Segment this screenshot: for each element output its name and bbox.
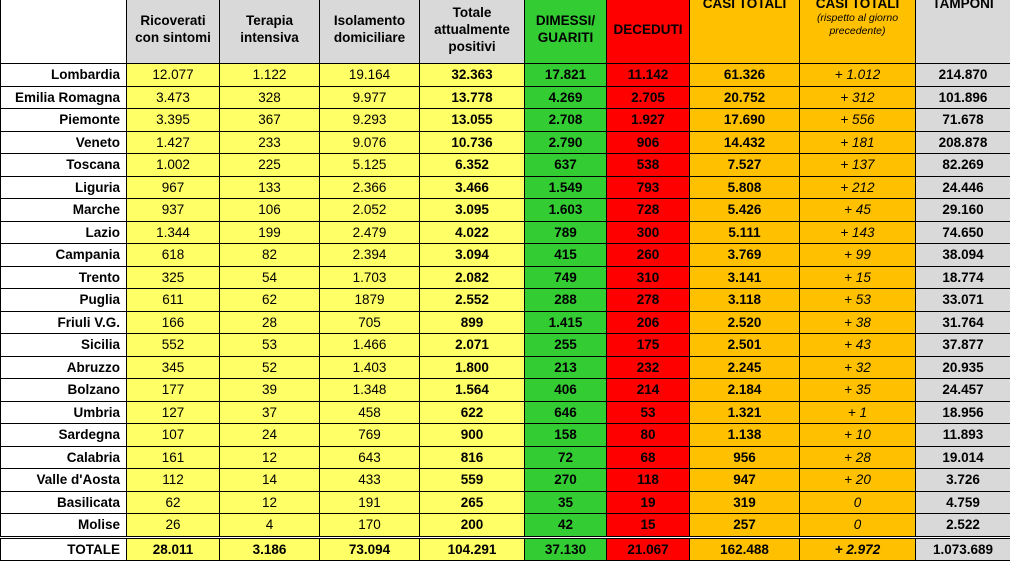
cell-dimessi: 255 xyxy=(525,334,607,357)
cell-isolamento: 9.076 xyxy=(320,131,420,154)
cell-ricoverati: 1.344 xyxy=(127,221,220,244)
cell-casi-delta: + 312 xyxy=(800,86,916,109)
region-name: Marche xyxy=(1,199,127,222)
header-dimessi: DIMESSI/ GUARITI xyxy=(525,0,607,64)
cell-casi-delta: + 181 xyxy=(800,131,916,154)
cell-totale-positivi: 3.094 xyxy=(420,244,525,267)
cell-casi-totali: 2.501 xyxy=(690,334,800,357)
cell-terapia: 53 xyxy=(220,334,320,357)
table-row xyxy=(1,221,1010,244)
cell-deceduti: 906 xyxy=(607,131,690,154)
cell-ricoverati: 3.473 xyxy=(127,86,220,109)
total-delta: + 2.972 xyxy=(800,537,916,561)
region-name: Lombardia xyxy=(1,64,127,87)
header-row xyxy=(1,0,1010,64)
cell-deceduti: 793 xyxy=(607,176,690,199)
cell-terapia: 24 xyxy=(220,424,320,447)
cell-terapia: 52 xyxy=(220,356,320,379)
cell-ricoverati: 166 xyxy=(127,311,220,334)
table-row xyxy=(1,401,1010,424)
cell-terapia: 37 xyxy=(220,401,320,424)
cell-casi-delta: 0 xyxy=(800,491,916,514)
cell-dimessi: 637 xyxy=(525,154,607,177)
table-row xyxy=(1,311,1010,334)
cell-casi-totali: 3.769 xyxy=(690,244,800,267)
table-row xyxy=(1,334,1010,357)
cell-tamponi: 3.726 xyxy=(916,469,1010,492)
cell-ricoverati: 107 xyxy=(127,424,220,447)
cell-casi-totali: 5.111 xyxy=(690,221,800,244)
cell-casi-totali: 3.118 xyxy=(690,289,800,312)
region-name: Abruzzo xyxy=(1,356,127,379)
cell-terapia: 82 xyxy=(220,244,320,267)
cell-casi-totali: 1.138 xyxy=(690,424,800,447)
header-casi-delta-title: CASI TOTALI xyxy=(815,0,900,11)
region-name: Veneto xyxy=(1,131,127,154)
cell-terapia: 1.122 xyxy=(220,64,320,87)
cell-deceduti: 19 xyxy=(607,491,690,514)
total-totale: 104.291 xyxy=(420,537,525,561)
cell-ricoverati: 325 xyxy=(127,266,220,289)
total-label: TOTALE xyxy=(1,537,127,561)
cell-casi-totali: 956 xyxy=(690,446,800,469)
cell-isolamento: 19.164 xyxy=(320,64,420,87)
total-ricoverati: 28.011 xyxy=(127,537,220,561)
table-row xyxy=(1,244,1010,267)
cell-isolamento: 1.348 xyxy=(320,379,420,402)
region-name: Trento xyxy=(1,266,127,289)
cell-terapia: 367 xyxy=(220,109,320,132)
cell-totale-positivi: 13.055 xyxy=(420,109,525,132)
cell-dimessi: 1.549 xyxy=(525,176,607,199)
table-row xyxy=(1,289,1010,312)
header-ricoverati: Ricoverati con sintomi xyxy=(127,0,220,64)
cell-totale-positivi: 900 xyxy=(420,424,525,447)
cell-terapia: 133 xyxy=(220,176,320,199)
cell-terapia: 54 xyxy=(220,266,320,289)
cell-casi-delta: + 20 xyxy=(800,469,916,492)
cell-terapia: 233 xyxy=(220,131,320,154)
cell-totale-positivi: 1.800 xyxy=(420,356,525,379)
table-row xyxy=(1,469,1010,492)
cell-casi-totali: 2.520 xyxy=(690,311,800,334)
cell-casi-delta: + 99 xyxy=(800,244,916,267)
region-name: Friuli V.G. xyxy=(1,311,127,334)
cell-dimessi: 213 xyxy=(525,356,607,379)
cell-dimessi: 1.415 xyxy=(525,311,607,334)
cell-casi-totali: 14.432 xyxy=(690,131,800,154)
cell-ricoverati: 345 xyxy=(127,356,220,379)
cell-isolamento: 458 xyxy=(320,401,420,424)
cell-isolamento: 9.293 xyxy=(320,109,420,132)
cell-terapia: 4 xyxy=(220,514,320,538)
total-terapia: 3.186 xyxy=(220,537,320,561)
cell-deceduti: 310 xyxy=(607,266,690,289)
table-body xyxy=(1,64,1010,561)
region-name: Sardegna xyxy=(1,424,127,447)
cell-casi-delta: + 38 xyxy=(800,311,916,334)
cell-casi-totali: 1.321 xyxy=(690,401,800,424)
cell-casi-delta: 0 xyxy=(800,514,916,538)
cell-totale-positivi: 13.778 xyxy=(420,86,525,109)
cell-casi-delta: + 43 xyxy=(800,334,916,357)
cell-ricoverati: 177 xyxy=(127,379,220,402)
cell-casi-totali: 257 xyxy=(690,514,800,538)
cell-casi-delta: + 556 xyxy=(800,109,916,132)
table-row xyxy=(1,176,1010,199)
cell-casi-totali: 5.808 xyxy=(690,176,800,199)
cell-totale-positivi: 559 xyxy=(420,469,525,492)
cell-isolamento: 2.366 xyxy=(320,176,420,199)
cell-tamponi: 208.878 xyxy=(916,131,1010,154)
cell-deceduti: 278 xyxy=(607,289,690,312)
cell-casi-delta: + 53 xyxy=(800,289,916,312)
cell-totale-positivi: 2.552 xyxy=(420,289,525,312)
total-deceduti: 21.067 xyxy=(607,537,690,561)
cell-totale-positivi: 816 xyxy=(420,446,525,469)
header-deceduti: DECEDUTI xyxy=(607,0,690,64)
cell-deceduti: 1.927 xyxy=(607,109,690,132)
region-name: Sicilia xyxy=(1,334,127,357)
header-tamponi: TAMPONI xyxy=(916,0,1010,64)
total-casi: 162.488 xyxy=(690,537,800,561)
cell-isolamento: 9.977 xyxy=(320,86,420,109)
cell-ricoverati: 127 xyxy=(127,401,220,424)
cell-casi-delta: + 32 xyxy=(800,356,916,379)
cell-terapia: 28 xyxy=(220,311,320,334)
cell-tamponi: 18.774 xyxy=(916,266,1010,289)
cell-totale-positivi: 3.466 xyxy=(420,176,525,199)
cell-deceduti: 260 xyxy=(607,244,690,267)
cell-tamponi: 101.896 xyxy=(916,86,1010,109)
cell-dimessi: 1.603 xyxy=(525,199,607,222)
header-casi-delta xyxy=(800,0,916,64)
cell-totale-positivi: 3.095 xyxy=(420,199,525,222)
cell-isolamento: 705 xyxy=(320,311,420,334)
cell-deceduti: 175 xyxy=(607,334,690,357)
cell-dimessi: 4.269 xyxy=(525,86,607,109)
cell-deceduti: 53 xyxy=(607,401,690,424)
cell-tamponi: 4.759 xyxy=(916,491,1010,514)
cell-tamponi: 31.764 xyxy=(916,311,1010,334)
table-row xyxy=(1,109,1010,132)
cell-totale-positivi: 2.082 xyxy=(420,266,525,289)
table-row xyxy=(1,356,1010,379)
cell-isolamento: 2.479 xyxy=(320,221,420,244)
total-row xyxy=(1,537,1010,561)
cell-casi-delta: + 28 xyxy=(800,446,916,469)
cell-tamponi: 214.870 xyxy=(916,64,1010,87)
cell-ricoverati: 12.077 xyxy=(127,64,220,87)
cell-casi-totali: 61.326 xyxy=(690,64,800,87)
cell-isolamento: 1.403 xyxy=(320,356,420,379)
cell-dimessi: 158 xyxy=(525,424,607,447)
cell-totale-positivi: 10.736 xyxy=(420,131,525,154)
total-isolamento: 73.094 xyxy=(320,537,420,561)
table-row xyxy=(1,64,1010,87)
header-terapia: Terapia intensiva xyxy=(220,0,320,64)
cell-tamponi: 20.935 xyxy=(916,356,1010,379)
cell-dimessi: 35 xyxy=(525,491,607,514)
cell-casi-totali: 319 xyxy=(690,491,800,514)
cell-deceduti: 11.142 xyxy=(607,64,690,87)
cell-terapia: 225 xyxy=(220,154,320,177)
cell-terapia: 106 xyxy=(220,199,320,222)
cell-casi-delta: + 212 xyxy=(800,176,916,199)
cell-casi-totali: 2.184 xyxy=(690,379,800,402)
region-name: Umbria xyxy=(1,401,127,424)
cell-terapia: 14 xyxy=(220,469,320,492)
cell-ricoverati: 62 xyxy=(127,491,220,514)
cell-tamponi: 71.678 xyxy=(916,109,1010,132)
cell-casi-delta: + 1 xyxy=(800,401,916,424)
cell-casi-delta: + 10 xyxy=(800,424,916,447)
cell-totale-positivi: 32.363 xyxy=(420,64,525,87)
total-dimessi: 37.130 xyxy=(525,537,607,561)
cell-dimessi: 17.821 xyxy=(525,64,607,87)
cell-deceduti: 206 xyxy=(607,311,690,334)
cell-dimessi: 2.790 xyxy=(525,131,607,154)
table-row xyxy=(1,86,1010,109)
table-row xyxy=(1,379,1010,402)
cell-terapia: 328 xyxy=(220,86,320,109)
cell-tamponi: 38.094 xyxy=(916,244,1010,267)
cell-tamponi: 19.014 xyxy=(916,446,1010,469)
cell-casi-delta: + 143 xyxy=(800,221,916,244)
region-name: Molise xyxy=(1,514,127,538)
cell-isolamento: 2.052 xyxy=(320,199,420,222)
cell-isolamento: 2.394 xyxy=(320,244,420,267)
region-name: Piemonte xyxy=(1,109,127,132)
cell-casi-totali: 947 xyxy=(690,469,800,492)
header-isolamento: Isolamento domiciliare xyxy=(320,0,420,64)
cell-totale-positivi: 2.071 xyxy=(420,334,525,357)
region-name: Puglia xyxy=(1,289,127,312)
cell-ricoverati: 967 xyxy=(127,176,220,199)
cell-totale-positivi: 1.564 xyxy=(420,379,525,402)
table-row xyxy=(1,446,1010,469)
cell-isolamento: 5.125 xyxy=(320,154,420,177)
cell-deceduti: 214 xyxy=(607,379,690,402)
total-tamponi: 1.073.689 xyxy=(916,537,1010,561)
cell-isolamento: 769 xyxy=(320,424,420,447)
cell-deceduti: 538 xyxy=(607,154,690,177)
cell-totale-positivi: 6.352 xyxy=(420,154,525,177)
cell-ricoverati: 937 xyxy=(127,199,220,222)
cell-totale-positivi: 265 xyxy=(420,491,525,514)
cell-casi-delta: + 35 xyxy=(800,379,916,402)
cell-dimessi: 415 xyxy=(525,244,607,267)
region-name: Toscana xyxy=(1,154,127,177)
cell-ricoverati: 1.427 xyxy=(127,131,220,154)
cell-ricoverati: 611 xyxy=(127,289,220,312)
cell-casi-totali: 3.141 xyxy=(690,266,800,289)
cell-terapia: 39 xyxy=(220,379,320,402)
cell-casi-delta: + 137 xyxy=(800,154,916,177)
cell-isolamento: 170 xyxy=(320,514,420,538)
cell-dimessi: 789 xyxy=(525,221,607,244)
cell-dimessi: 406 xyxy=(525,379,607,402)
cell-tamponi: 33.071 xyxy=(916,289,1010,312)
cell-casi-totali: 7.527 xyxy=(690,154,800,177)
cell-isolamento: 643 xyxy=(320,446,420,469)
region-name: Campania xyxy=(1,244,127,267)
cell-tamponi: 24.446 xyxy=(916,176,1010,199)
cell-casi-totali: 20.752 xyxy=(690,86,800,109)
table-row xyxy=(1,199,1010,222)
table-row xyxy=(1,266,1010,289)
cell-deceduti: 15 xyxy=(607,514,690,538)
region-name: Valle d'Aosta xyxy=(1,469,127,492)
cell-tamponi: 24.457 xyxy=(916,379,1010,402)
cell-deceduti: 80 xyxy=(607,424,690,447)
cell-isolamento: 433 xyxy=(320,469,420,492)
table-row xyxy=(1,154,1010,177)
cell-tamponi: 37.877 xyxy=(916,334,1010,357)
cell-ricoverati: 26 xyxy=(127,514,220,538)
cell-dimessi: 288 xyxy=(525,289,607,312)
cell-tamponi: 2.522 xyxy=(916,514,1010,538)
region-name: Bolzano xyxy=(1,379,127,402)
cell-terapia: 199 xyxy=(220,221,320,244)
table-row xyxy=(1,514,1010,538)
cell-casi-totali: 2.245 xyxy=(690,356,800,379)
table-row xyxy=(1,424,1010,447)
cell-terapia: 62 xyxy=(220,289,320,312)
cell-tamponi: 82.269 xyxy=(916,154,1010,177)
cell-terapia: 12 xyxy=(220,446,320,469)
cell-tamponi: 11.893 xyxy=(916,424,1010,447)
cell-deceduti: 300 xyxy=(607,221,690,244)
region-name: Emilia Romagna xyxy=(1,86,127,109)
cell-totale-positivi: 622 xyxy=(420,401,525,424)
cell-ricoverati: 161 xyxy=(127,446,220,469)
cell-deceduti: 68 xyxy=(607,446,690,469)
cell-tamponi: 29.160 xyxy=(916,199,1010,222)
cell-deceduti: 2.705 xyxy=(607,86,690,109)
cell-casi-totali: 5.426 xyxy=(690,199,800,222)
cell-casi-delta: + 45 xyxy=(800,199,916,222)
cell-dimessi: 2.708 xyxy=(525,109,607,132)
cell-dimessi: 42 xyxy=(525,514,607,538)
cell-dimessi: 270 xyxy=(525,469,607,492)
cell-totale-positivi: 200 xyxy=(420,514,525,538)
cell-totale-positivi: 899 xyxy=(420,311,525,334)
cell-ricoverati: 552 xyxy=(127,334,220,357)
cell-tamponi: 74.650 xyxy=(916,221,1010,244)
cell-casi-totali: 17.690 xyxy=(690,109,800,132)
cell-ricoverati: 3.395 xyxy=(127,109,220,132)
cell-totale-positivi: 4.022 xyxy=(420,221,525,244)
header-corner xyxy=(1,0,127,64)
region-name: Basilicata xyxy=(1,491,127,514)
region-name: Liguria xyxy=(1,176,127,199)
cell-ricoverati: 1.002 xyxy=(127,154,220,177)
cell-casi-delta: + 1.012 xyxy=(800,64,916,87)
cell-ricoverati: 618 xyxy=(127,244,220,267)
cell-isolamento: 1879 xyxy=(320,289,420,312)
header-casi-totali: CASI TOTALI xyxy=(690,0,800,64)
region-name: Lazio xyxy=(1,221,127,244)
cell-isolamento: 191 xyxy=(320,491,420,514)
cell-deceduti: 118 xyxy=(607,469,690,492)
cell-dimessi: 749 xyxy=(525,266,607,289)
header-totale-positivi: Totale attualmente positivi xyxy=(420,0,525,64)
table-row xyxy=(1,491,1010,514)
cell-deceduti: 232 xyxy=(607,356,690,379)
table-row xyxy=(1,131,1010,154)
region-name: Calabria xyxy=(1,446,127,469)
cell-casi-delta: + 15 xyxy=(800,266,916,289)
cell-dimessi: 646 xyxy=(525,401,607,424)
cell-isolamento: 1.466 xyxy=(320,334,420,357)
cell-isolamento: 1.703 xyxy=(320,266,420,289)
header-casi-delta-subtitle: (rispetto al giorno precedente) xyxy=(816,12,899,37)
cell-ricoverati: 112 xyxy=(127,469,220,492)
cell-tamponi: 18.956 xyxy=(916,401,1010,424)
cell-terapia: 12 xyxy=(220,491,320,514)
cell-dimessi: 72 xyxy=(525,446,607,469)
cell-deceduti: 728 xyxy=(607,199,690,222)
